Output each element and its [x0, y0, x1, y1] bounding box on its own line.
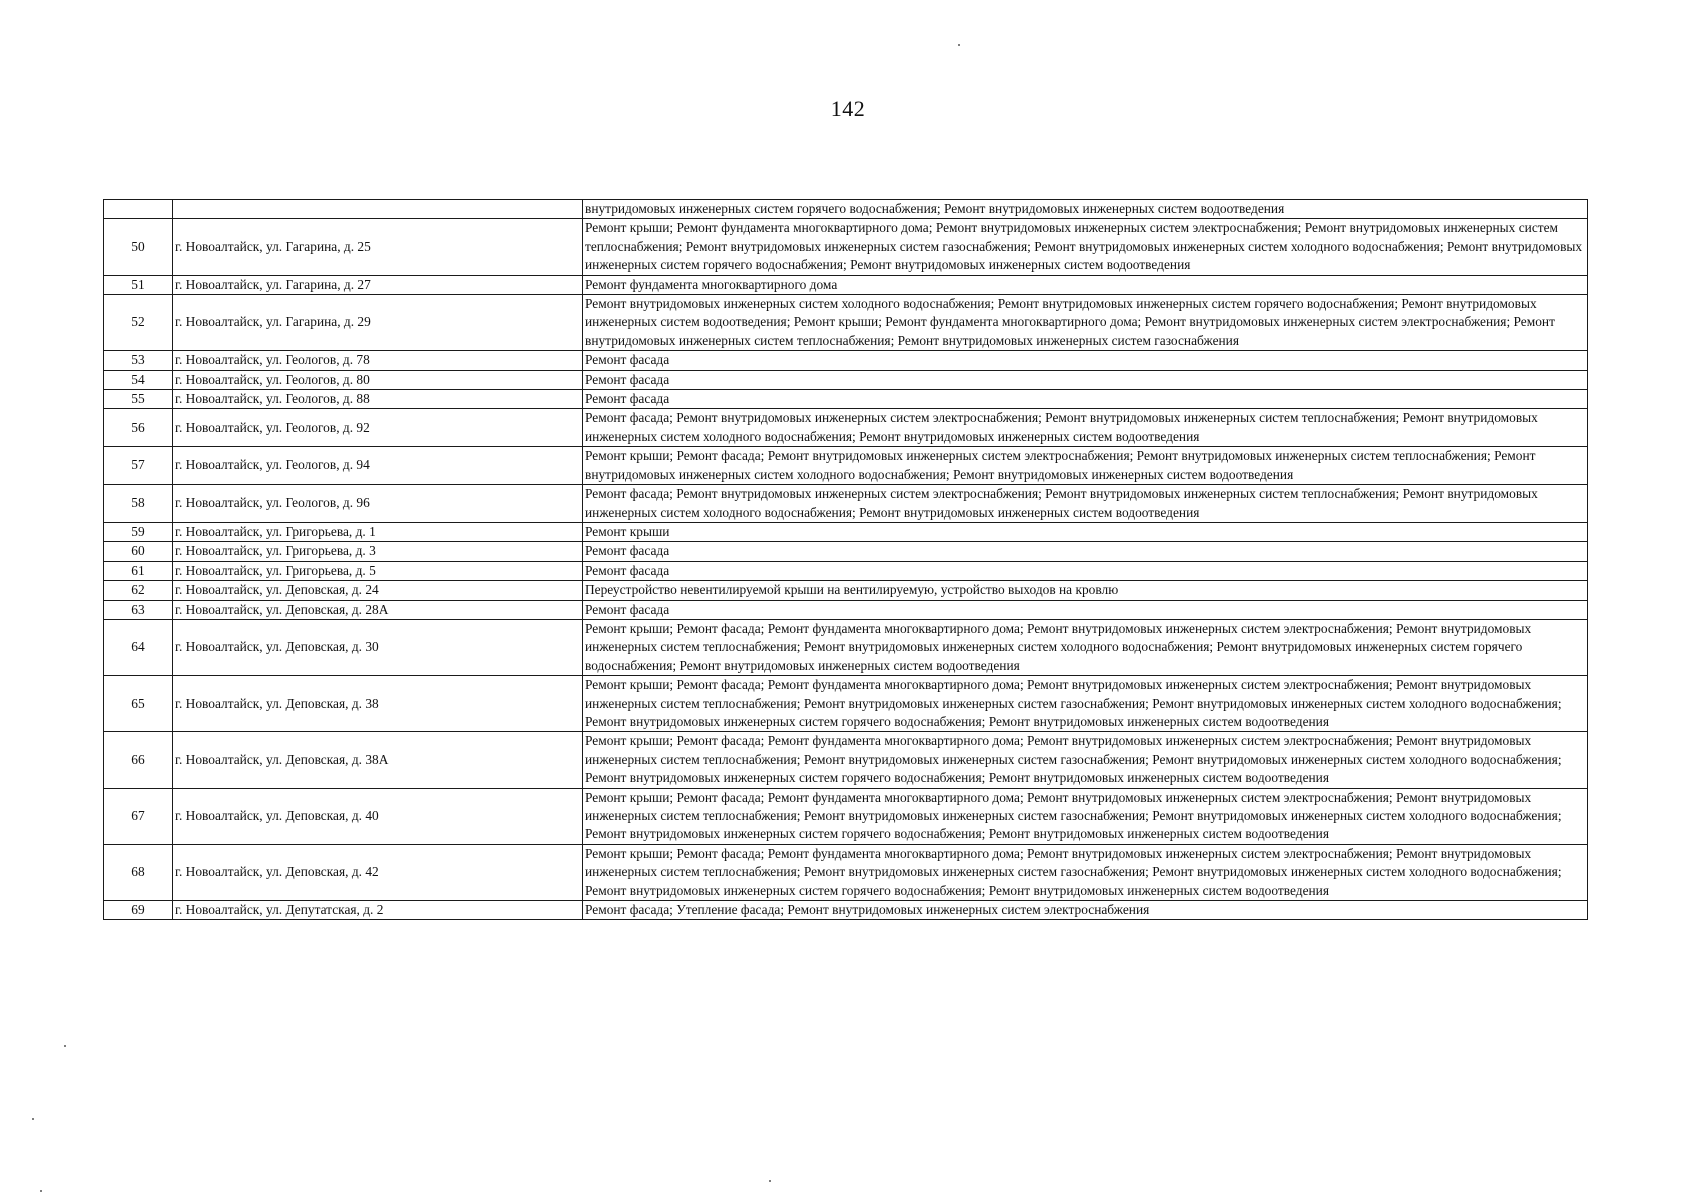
row-number-cell — [104, 200, 173, 219]
table-row — [104, 200, 1588, 219]
table-row — [104, 370, 1588, 389]
table-row — [104, 522, 1588, 541]
works-cell: Ремонт фасада — [583, 600, 1588, 619]
table-row — [104, 542, 1588, 561]
table-row — [104, 561, 1588, 580]
row-number-cell: 60 — [104, 542, 173, 561]
address-cell: г. Новоалтайск, ул. Деповская, д. 24 — [173, 581, 583, 600]
repair-works-table — [103, 199, 1588, 920]
works-cell: Ремонт фундамента многоквартирного дома — [583, 275, 1588, 294]
address-cell: г. Новоалтайск, ул. Деповская, д. 38А — [173, 732, 583, 788]
works-cell: Ремонт фасада; Ремонт внутридомовых инженерных систем электроснабжения; Ремонт внутридомовых инженерных систем теплоснабжения; Ремонт внутридомовых инженерных систем холодного водоснабжения; Ремонт внутридомовых инженерных систем водоотведения — [583, 485, 1588, 523]
row-number-cell: 54 — [104, 370, 173, 389]
address-cell: г. Новоалтайск, ул. Деповская, д. 40 — [173, 788, 583, 844]
table-row — [104, 351, 1588, 370]
address-cell — [173, 200, 583, 219]
works-cell: Ремонт фасада; Утепление фасада; Ремонт внутридомовых инженерных систем электроснабжения — [583, 901, 1588, 920]
row-number-cell: 63 — [104, 600, 173, 619]
scan-speck — [64, 1045, 66, 1047]
row-number-cell: 56 — [104, 409, 173, 447]
works-cell: Ремонт внутридомовых инженерных систем холодного водоснабжения; Ремонт внутридомовых инженерных систем горячего водоснабжения; Ремонт внутридомовых инженерных систем водоотведения; Ремонт крыши; Ремонт фундамента многоквартирного дома; Ремонт внутридомовых инженерных систем электроснабжения; Ремонт внутридомовых инженерных систем теплоснабжения; Ремонт внутридомовых инженерных систем газоснабжения — [583, 295, 1588, 351]
address-cell: г. Новоалтайск, ул. Гагарина, д. 27 — [173, 275, 583, 294]
table-row — [104, 901, 1588, 920]
works-cell: Ремонт крыши — [583, 522, 1588, 541]
table-row — [104, 275, 1588, 294]
table-row — [104, 485, 1588, 523]
row-number-cell: 55 — [104, 390, 173, 409]
row-number-cell: 50 — [104, 219, 173, 275]
scan-speck — [40, 1190, 42, 1192]
row-number-cell: 53 — [104, 351, 173, 370]
works-cell: Ремонт фасада — [583, 542, 1588, 561]
row-number-cell: 51 — [104, 275, 173, 294]
works-cell: Ремонт фасада — [583, 370, 1588, 389]
table-row — [104, 447, 1588, 485]
row-number-cell: 67 — [104, 788, 173, 844]
table-row — [104, 390, 1588, 409]
table-row — [104, 844, 1588, 900]
row-number-cell: 59 — [104, 522, 173, 541]
page-number: 142 — [830, 96, 866, 121]
works-cell: Ремонт крыши; Ремонт фасада; Ремонт внутридомовых инженерных систем электроснабжения; Ремонт внутридомовых инженерных систем теплоснабжения; Ремонт внутридомовых инженерных систем холодного водоснабжения; Ремонт внутридомовых инженерных систем водоотведения — [583, 447, 1588, 485]
works-cell: Ремонт крыши; Ремонт фасада; Ремонт фундамента многоквартирного дома; Ремонт внутридомовых инженерных систем электроснабжения; Ремонт внутридомовых инженерных систем теплоснабжения; Ремонт внутридомовых инженерных систем газоснабжения; Ремонт внутридомовых инженерных систем холодного водоснабжения; Ремонт внутридомовых инженерных систем горячего водоснабжения; Ремонт внутридомовых инженерных систем водоотведения — [583, 676, 1588, 732]
address-cell: г. Новоалтайск, ул. Геологов, д. 78 — [173, 351, 583, 370]
address-cell: г. Новоалтайск, ул. Григорьева, д. 1 — [173, 522, 583, 541]
table-row — [104, 619, 1588, 675]
address-cell: г. Новоалтайск, ул. Геологов, д. 96 — [173, 485, 583, 523]
address-cell: г. Новоалтайск, ул. Деповская, д. 38 — [173, 676, 583, 732]
row-number-cell: 62 — [104, 581, 173, 600]
address-cell: г. Новоалтайск, ул. Григорьева, д. 5 — [173, 561, 583, 580]
table-row — [104, 788, 1588, 844]
address-cell: г. Новоалтайск, ул. Геологов, д. 80 — [173, 370, 583, 389]
table-body — [104, 200, 1588, 920]
row-number-cell: 64 — [104, 619, 173, 675]
row-number-cell: 58 — [104, 485, 173, 523]
address-cell: г. Новоалтайск, ул. Гагарина, д. 29 — [173, 295, 583, 351]
works-cell: Ремонт фасада — [583, 351, 1588, 370]
table-row — [104, 676, 1588, 732]
address-cell: г. Новоалтайск, ул. Деповская, д. 30 — [173, 619, 583, 675]
works-cell: Ремонт фасада — [583, 561, 1588, 580]
address-cell: г. Новоалтайск, ул. Деповская, д. 28А — [173, 600, 583, 619]
row-number-cell: 57 — [104, 447, 173, 485]
table-row — [104, 581, 1588, 600]
row-number-cell: 52 — [104, 295, 173, 351]
works-cell: Ремонт фасада — [583, 390, 1588, 409]
works-cell: Ремонт крыши; Ремонт фасада; Ремонт фундамента многоквартирного дома; Ремонт внутридомовых инженерных систем электроснабжения; Ремонт внутридомовых инженерных систем теплоснабжения; Ремонт внутридомовых инженерных систем холодного водоснабжения; Ремонт внутридомовых инженерных систем горячего водоснабжения; Ремонт внутридомовых инженерных систем водоотведения — [583, 619, 1588, 675]
table-row — [104, 732, 1588, 788]
works-cell: Ремонт крыши; Ремонт фундамента многоквартирного дома; Ремонт внутридомовых инженерных систем электроснабжения; Ремонт внутридомовых инженерных систем теплоснабжения; Ремонт внутридомовых инженерных систем газоснабжения; Ремонт внутридомовых инженерных систем холодного водоснабжения; Ремонт внутридомовых инженерных систем горячего водоснабжения; Ремонт внутридомовых инженерных систем водоотведения — [583, 219, 1588, 275]
row-number-cell: 69 — [104, 901, 173, 920]
table-row — [104, 409, 1588, 447]
address-cell: г. Новоалтайск, ул. Деповская, д. 42 — [173, 844, 583, 900]
works-cell: Ремонт крыши; Ремонт фасада; Ремонт фундамента многоквартирного дома; Ремонт внутридомовых инженерных систем электроснабжения; Ремонт внутридомовых инженерных систем теплоснабжения; Ремонт внутридомовых инженерных систем газоснабжения; Ремонт внутридомовых инженерных систем холодного водоснабжения; Ремонт внутридомовых инженерных систем горячего водоснабжения; Ремонт внутридомовых инженерных систем водоотведения — [583, 844, 1588, 900]
scan-speck — [769, 1180, 771, 1182]
table-row — [104, 600, 1588, 619]
address-cell: г. Новоалтайск, ул. Григорьева, д. 3 — [173, 542, 583, 561]
row-number-cell: 61 — [104, 561, 173, 580]
address-cell: г. Новоалтайск, ул. Геологов, д. 92 — [173, 409, 583, 447]
scan-speck — [32, 1118, 34, 1120]
address-cell: г. Новоалтайск, ул. Депутатская, д. 2 — [173, 901, 583, 920]
row-number-cell: 68 — [104, 844, 173, 900]
table-row — [104, 295, 1588, 351]
works-cell: Переустройство невентилируемой крыши на вентилируемую, устройство выходов на кровлю — [583, 581, 1588, 600]
address-cell: г. Новоалтайск, ул. Геологов, д. 94 — [173, 447, 583, 485]
works-cell: Ремонт крыши; Ремонт фасада; Ремонт фундамента многоквартирного дома; Ремонт внутридомовых инженерных систем электроснабжения; Ремонт внутридомовых инженерных систем теплоснабжения; Ремонт внутридомовых инженерных систем газоснабжения; Ремонт внутридомовых инженерных систем холодного водоснабжения; Ремонт внутридомовых инженерных систем горячего водоснабжения; Ремонт внутридомовых инженерных систем водоотведения — [583, 732, 1588, 788]
works-cell: Ремонт крыши; Ремонт фасада; Ремонт фундамента многоквартирного дома; Ремонт внутридомовых инженерных систем электроснабжения; Ремонт внутридомовых инженерных систем теплоснабжения; Ремонт внутридомовых инженерных систем газоснабжения; Ремонт внутридомовых инженерных систем холодного водоснабжения; Ремонт внутридомовых инженерных систем горячего водоснабжения; Ремонт внутридомовых инженерных систем водоотведения — [583, 788, 1588, 844]
table-row — [104, 219, 1588, 275]
works-cell: внутридомовых инженерных систем горячего водоснабжения; Ремонт внутридомовых инженерных систем водоотведения — [583, 200, 1588, 219]
works-cell: Ремонт фасада; Ремонт внутридомовых инженерных систем электроснабжения; Ремонт внутридомовых инженерных систем теплоснабжения; Ремонт внутридомовых инженерных систем холодного водоснабжения; Ремонт внутридомовых инженерных систем водоотведения — [583, 409, 1588, 447]
address-cell: г. Новоалтайск, ул. Гагарина, д. 25 — [173, 219, 583, 275]
row-number-cell: 66 — [104, 732, 173, 788]
address-cell: г. Новоалтайск, ул. Геологов, д. 88 — [173, 390, 583, 409]
scan-speck — [958, 44, 960, 46]
row-number-cell: 65 — [104, 676, 173, 732]
